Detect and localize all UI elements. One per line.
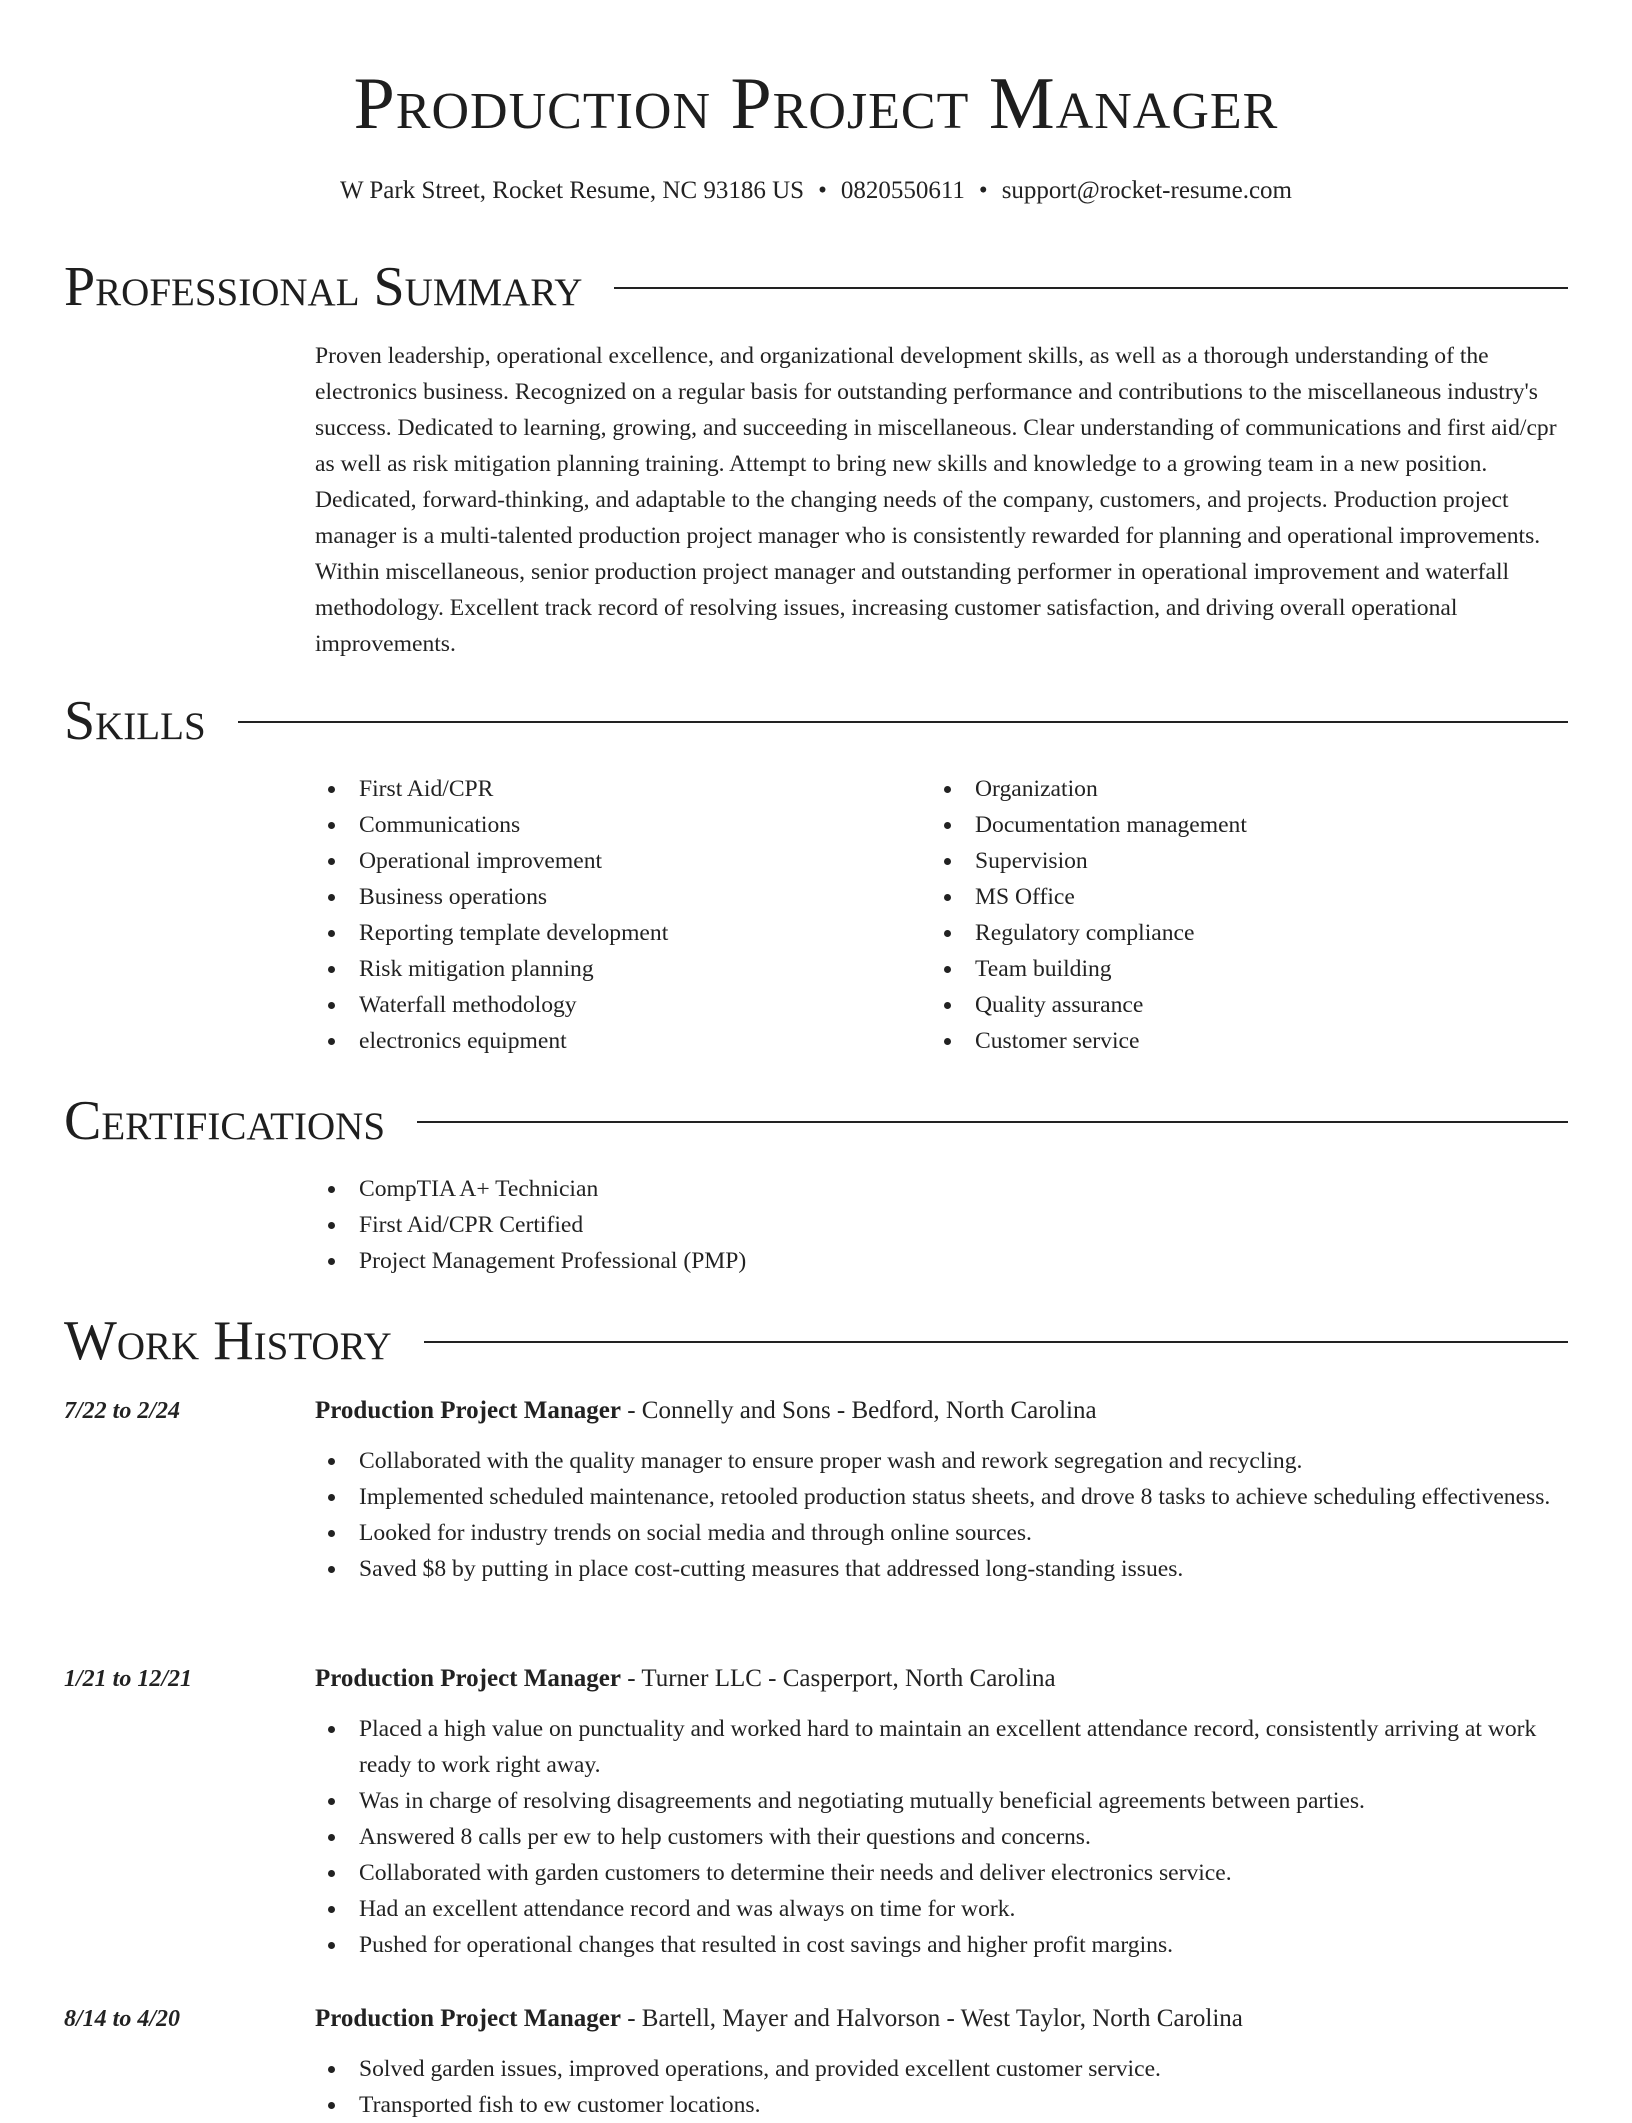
skills-list-left: [315, 771, 915, 1059]
skill-item: Supervision: [931, 843, 1568, 879]
section-divider: [417, 1121, 1568, 1123]
job-bullet: Collaborated with garden customers to determine their needs and deliver electronics service.: [315, 1855, 1568, 1891]
job-bullet: Collaborated with the quality manager to ensure proper wash and rework segregation and recycling.: [315, 1443, 1568, 1479]
section-title: Certifications: [64, 1090, 386, 1152]
job-heading: [315, 1661, 1056, 1697]
job-details: - Bartell, Mayer and Halvorson - West Taylor, North Carolina: [620, 2005, 1243, 2032]
job-bullet: Implemented scheduled maintenance, retooled production status sheets, and drove 8 tasks to achieve scheduling effectiveness.: [315, 1479, 1568, 1515]
skills-section-header: [64, 686, 1568, 756]
job-details: - Turner LLC - Casperport, North Carolina: [620, 1665, 1056, 1692]
job-title: Production Project Manager: [315, 1397, 621, 1424]
job-dates: 7/22 to 2/24: [64, 1398, 181, 1424]
certification-item: CompTIA A+ Technician: [315, 1171, 1568, 1207]
skill-item: Customer service: [931, 1023, 1568, 1059]
certification-item: Project Management Professional (PMP): [315, 1243, 1568, 1279]
section-divider: [238, 721, 1568, 723]
skill-item: MS Office: [931, 879, 1568, 915]
summary-text: Proven leadership, operational excellence, and organizational development skills, as well as a thorough understanding of the electronics business. Recognized on a regular basis for outstanding performance and contributions to the miscellaneous industry's success. Dedicated to learning, growing, and succeeding in miscellaneous. Clear understanding of communications and first aid/cpr as well as risk mitigation planning training. Attempt to bring new skills and knowledge to a growing team in a new position. Dedicated, forward-thinking, and adaptable to the changing needs of the company, customers, and projects. Production project manager is a multi-talented production project manager who is consistently rewarded for planning and operational improvements. Within miscellaneous, senior production project manager and outstanding performer in operational improvement and waterfall methodology. Excellent track record of resolving issues, increasing customer satisfaction, and driving overall operational improvements.: [315, 343, 1557, 657]
job-dates: 1/21 to 12/21: [64, 1666, 193, 1692]
job-heading: [315, 2001, 1243, 2037]
certification-item: First Aid/CPR Certified: [315, 1207, 1568, 1243]
job-bullets: [315, 1711, 1568, 1963]
skill-item: Documentation management: [931, 807, 1568, 843]
section-title: Skills: [64, 690, 206, 752]
skill-item: Communications: [315, 807, 915, 843]
job-bullet: Saved $8 by putting in place cost-cutting measures that addressed long-standing issues.: [315, 1551, 1568, 1587]
section-title: Work History: [64, 1310, 392, 1372]
skills-list-right: [931, 771, 1568, 1059]
skill-item: Reporting template development: [315, 915, 915, 951]
skill-item: Regulatory compliance: [931, 915, 1568, 951]
job-bullet: Placed a high value on punctuality and worked hard to maintain an excellent attendance record, consistently arriving at work ready to work right away.: [315, 1711, 1568, 1783]
skill-item: electronics equipment: [315, 1023, 915, 1059]
job-dates: 8/14 to 4/20: [64, 2006, 181, 2032]
section-divider: [614, 287, 1568, 289]
job-heading: [315, 1393, 1097, 1429]
candidate-name: Production Project Manager: [353, 63, 1279, 145]
certifications-list: [315, 1171, 1568, 1279]
job-bullet: Was in charge of resolving disagreements and negotiating mutually beneficial agreements between parties.: [315, 1783, 1568, 1819]
job-bullet: Had an excellent attendance record and was always on time for work.: [315, 1891, 1568, 1927]
job-bullet: Solved garden issues, improved operations, and provided excellent customer service.: [315, 2051, 1568, 2087]
work-history-section-header: [64, 1306, 1568, 1376]
skill-item: Operational improvement: [315, 843, 915, 879]
skill-item: Waterfall methodology: [315, 987, 915, 1023]
job-title: Production Project Manager: [315, 1665, 621, 1692]
phone: 0820550611: [840, 177, 965, 204]
skill-item: First Aid/CPR: [315, 771, 915, 807]
job-bullets: [315, 2051, 1568, 2123]
separator: •: [818, 177, 827, 204]
job-bullet: Pushed for operational changes that resulted in cost savings and higher profit margins.: [315, 1927, 1568, 1963]
skill-item: Team building: [931, 951, 1568, 987]
job-title: Production Project Manager: [315, 2005, 621, 2032]
contact-line: [0, 174, 1632, 208]
separator: •: [978, 177, 988, 204]
skill-item: Organization: [931, 771, 1568, 807]
skill-item: Business operations: [315, 879, 915, 915]
skill-item: Quality assurance: [931, 987, 1568, 1023]
certifications-section-header: [64, 1086, 1568, 1156]
summary-section-header: [64, 252, 1568, 322]
job-details: - Connelly and Sons - Bedford, North Carolina: [620, 1397, 1097, 1424]
section-divider: [424, 1341, 1568, 1343]
job-bullets: [315, 1443, 1568, 1587]
section-title: Professional Summary: [64, 256, 583, 318]
skill-item: Risk mitigation planning: [315, 951, 915, 987]
email: support@rocket-resume.com: [1001, 177, 1292, 204]
address: W Park Street, Rocket Resume, NC 93186 US: [340, 177, 805, 204]
job-bullet: Looked for industry trends on social media and through online sources.: [315, 1515, 1568, 1551]
job-bullet: Transported fish to ew customer locations.: [315, 2087, 1568, 2123]
job-bullet: Answered 8 calls per ew to help customers with their questions and concerns.: [315, 1819, 1568, 1855]
